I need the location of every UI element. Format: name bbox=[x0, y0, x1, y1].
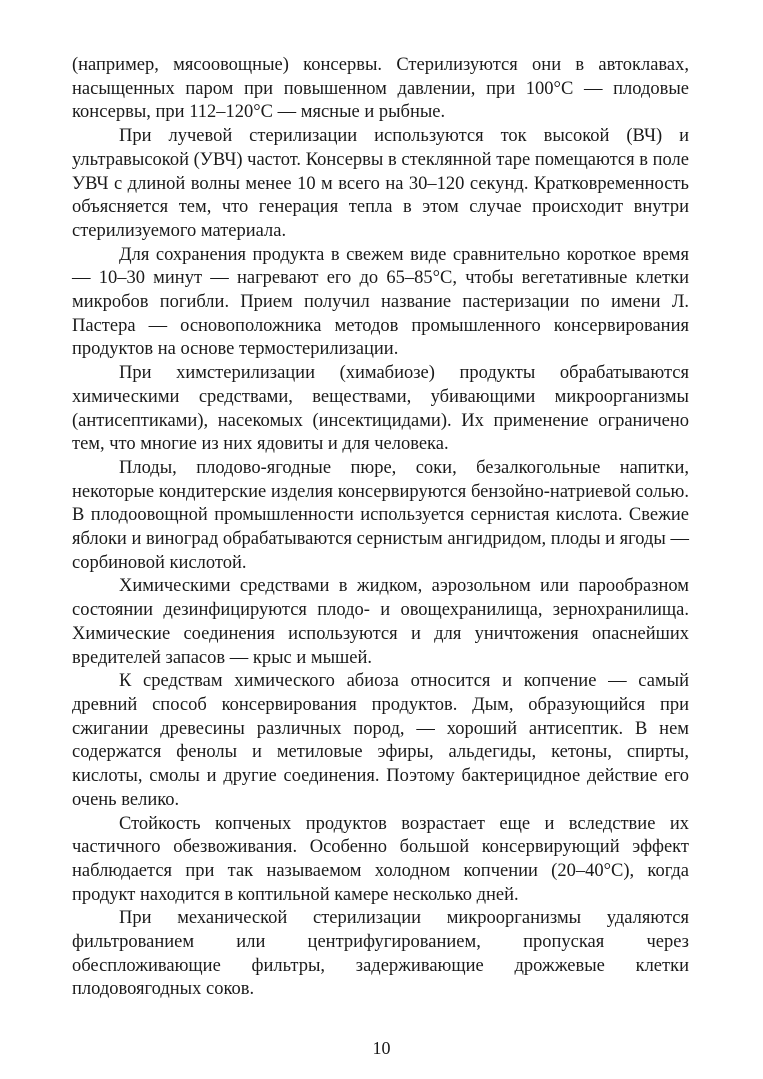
paragraph-1: (например, мясоовощные) консервы. Стерилизуются они в автоклавах, насыщенных паром при повышенном давлении, при 100°С — плодовые консервы, при 112–120°С — мясные и рыбные. bbox=[72, 55, 689, 123]
paragraph-7: К средствам химического абиоза относится и копчение — самый древний способ консервирования продуктов. Дым, образующийся при сжигании древесины различных пород, — хороший антисептик. В нем содержатся фенолы и метиловые эфиры, альдегиды, кетоны, спирты, кислоты, смолы и другие соединения. Поэтому бактерицидное действие его очень велико. bbox=[72, 671, 689, 810]
paragraph-5: Плоды, плодово-ягодные пюре, соки, безалкогольные напитки, некоторые кондитерские изделия консервируются бензойно-натриевой солью. В плодоовощной промышленности используется сернистая кислота. Свежие яблоки и виноград обрабатываются сернистым ангидридом, плоды и ягоды — сорбиновой кислотой. bbox=[72, 457, 689, 573]
paragraph-9: При механической стерилизации микроорганизмы удаляются фильтрованием или центрифугированием, пропуская через обеспложивающие фильтры, задерживающие дрожжевые клетки плодовоягодных соков. bbox=[72, 908, 689, 1000]
paragraph-8: Стойкость копченых продуктов возрастает еще и вследствие их частичного обезвоживания. Особенно большой консервирующий эффект наблюдается при так называемом холодном копчении (20–40°С), когда продукт находится в коптильной камере несколько дней. bbox=[72, 813, 689, 905]
page-number: 10 bbox=[372, 1038, 391, 1058]
page-body bbox=[72, 54, 689, 1002]
paragraph-6: Химическими средствами в жидком, аэрозольном или парообразном состоянии дезинфицируются плодо- и овощехранилища, зернохранилища. Химические соединения используются и для уничтожения опаснейших вредителей запасов — крыс и мышей. bbox=[72, 576, 689, 668]
paragraph-4: При химстерилизации (химабиозе) продукты обрабатываются химическими средствами, веществами, убивающими микроорганизмы (антисептиками), насекомых (инсектицидами). Их применение ограничено тем, что многие из них ядовиты и для человека. bbox=[72, 363, 689, 455]
paragraph-3: Для сохранения продукта в свежем виде сравнительно короткое время — 10–30 минут — нагревают его до 65–85°С, чтобы вегетативные клетки микробов погибли. Прием получил название пастеризации по имени Л. Пастера — основоположника методов промышленного консервирования продуктов на основе термостерилизации. bbox=[72, 244, 689, 360]
paragraph-2: При лучевой стерилизации используются ток высокой (ВЧ) и ультравысокой (УВЧ) частот. Консервы в стеклянной таре помещаются в поле УВЧ с длиной волны менее 10 м всего на 30–120 секунд. Кратковременность объясняется тем, что генерация тепла в этом случае происходит внутри стерилизуемого материала. bbox=[72, 126, 689, 241]
